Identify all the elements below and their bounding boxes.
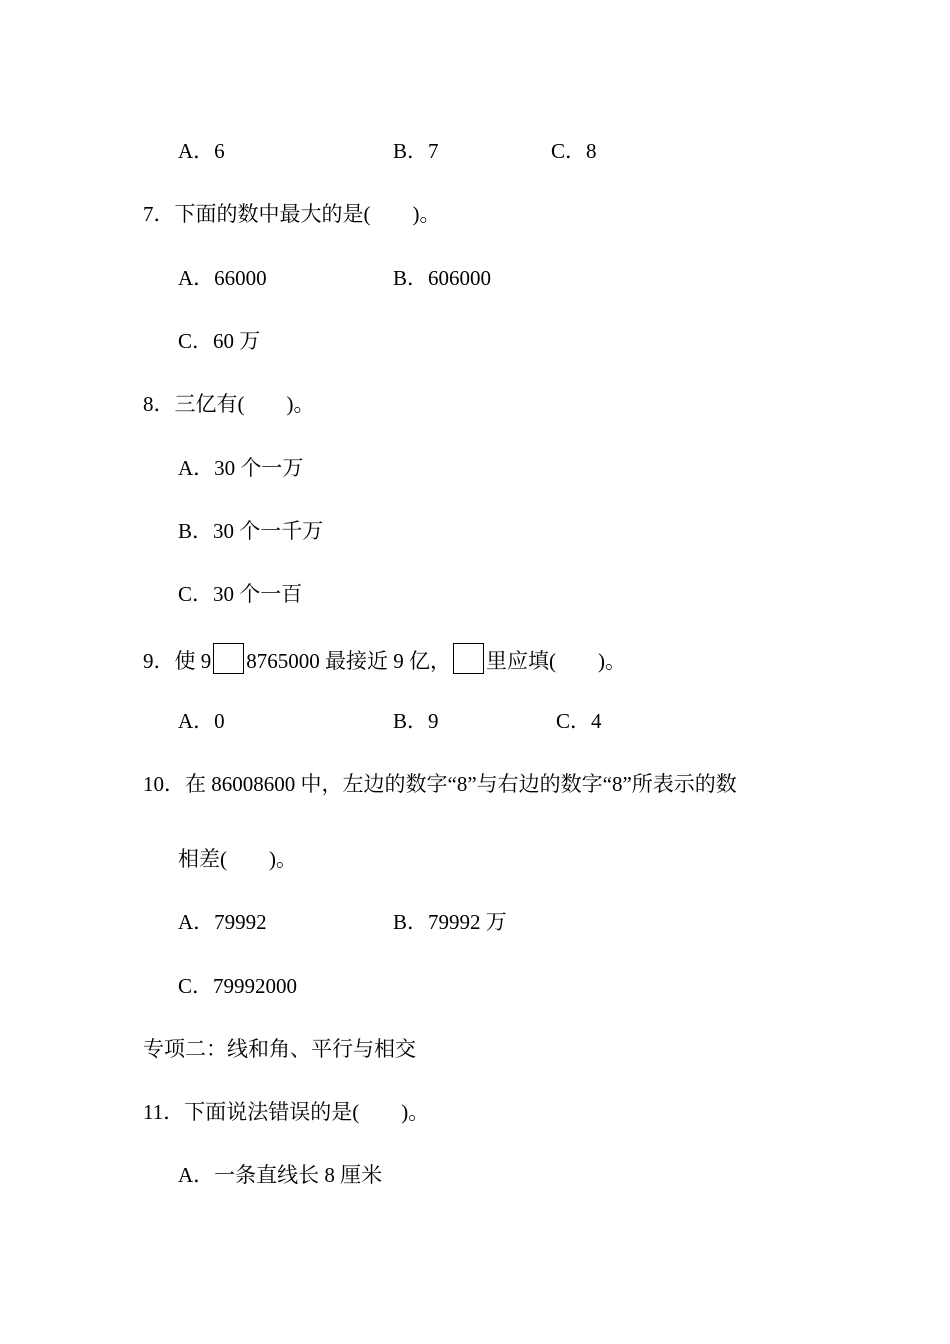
q6-option-a: A．6 bbox=[178, 139, 225, 163]
q6-option-c: C．8 bbox=[551, 139, 597, 163]
q7-option-b: B．606000 bbox=[393, 266, 492, 290]
answer-box bbox=[453, 643, 484, 674]
q7-stem: 7．下面的数中最大的是( )。 bbox=[143, 202, 441, 226]
q10-stem-line1: 10．在 86008600 中，左边的数字“8”与右边的数字“8”所表示的数 bbox=[143, 772, 737, 796]
q11-stem: 11．下面说法错误的是( )。 bbox=[143, 1100, 430, 1124]
q8-option-c: C．30 个一百 bbox=[178, 582, 303, 606]
q11-option-a: A．一条直线长 8 厘米 bbox=[178, 1163, 383, 1187]
q9-option-b: B．9 bbox=[393, 709, 439, 733]
section2-title: 专项二：线和角、平行与相交 bbox=[143, 1037, 416, 1061]
q8-option-a: A．30 个一万 bbox=[178, 456, 304, 480]
q9-stem bbox=[143, 643, 626, 671]
q6-option-b: B．7 bbox=[393, 139, 439, 163]
q9-stem-part-c: 里应填( )。 bbox=[486, 649, 626, 673]
q10-option-b: B．79992 万 bbox=[393, 910, 507, 934]
q8-stem: 8．三亿有( )。 bbox=[143, 392, 315, 416]
q7-option-a: A．66000 bbox=[178, 266, 267, 290]
q9-option-c: C．4 bbox=[556, 709, 602, 733]
answer-box bbox=[213, 643, 244, 674]
q9-stem-part-b: 8765000 最接近 9 亿， bbox=[246, 649, 451, 673]
q7-option-c: C．60 万 bbox=[178, 329, 261, 353]
q10-stem-line2: 相差( )。 bbox=[178, 847, 297, 871]
q10-option-a: A．79992 bbox=[178, 910, 267, 934]
q9-stem-part-a: 9．使 9 bbox=[143, 649, 212, 673]
q10-option-c: C．79992000 bbox=[178, 974, 298, 998]
q8-option-b: B．30 个一千万 bbox=[178, 519, 324, 543]
q9-option-a: A．0 bbox=[178, 709, 225, 733]
